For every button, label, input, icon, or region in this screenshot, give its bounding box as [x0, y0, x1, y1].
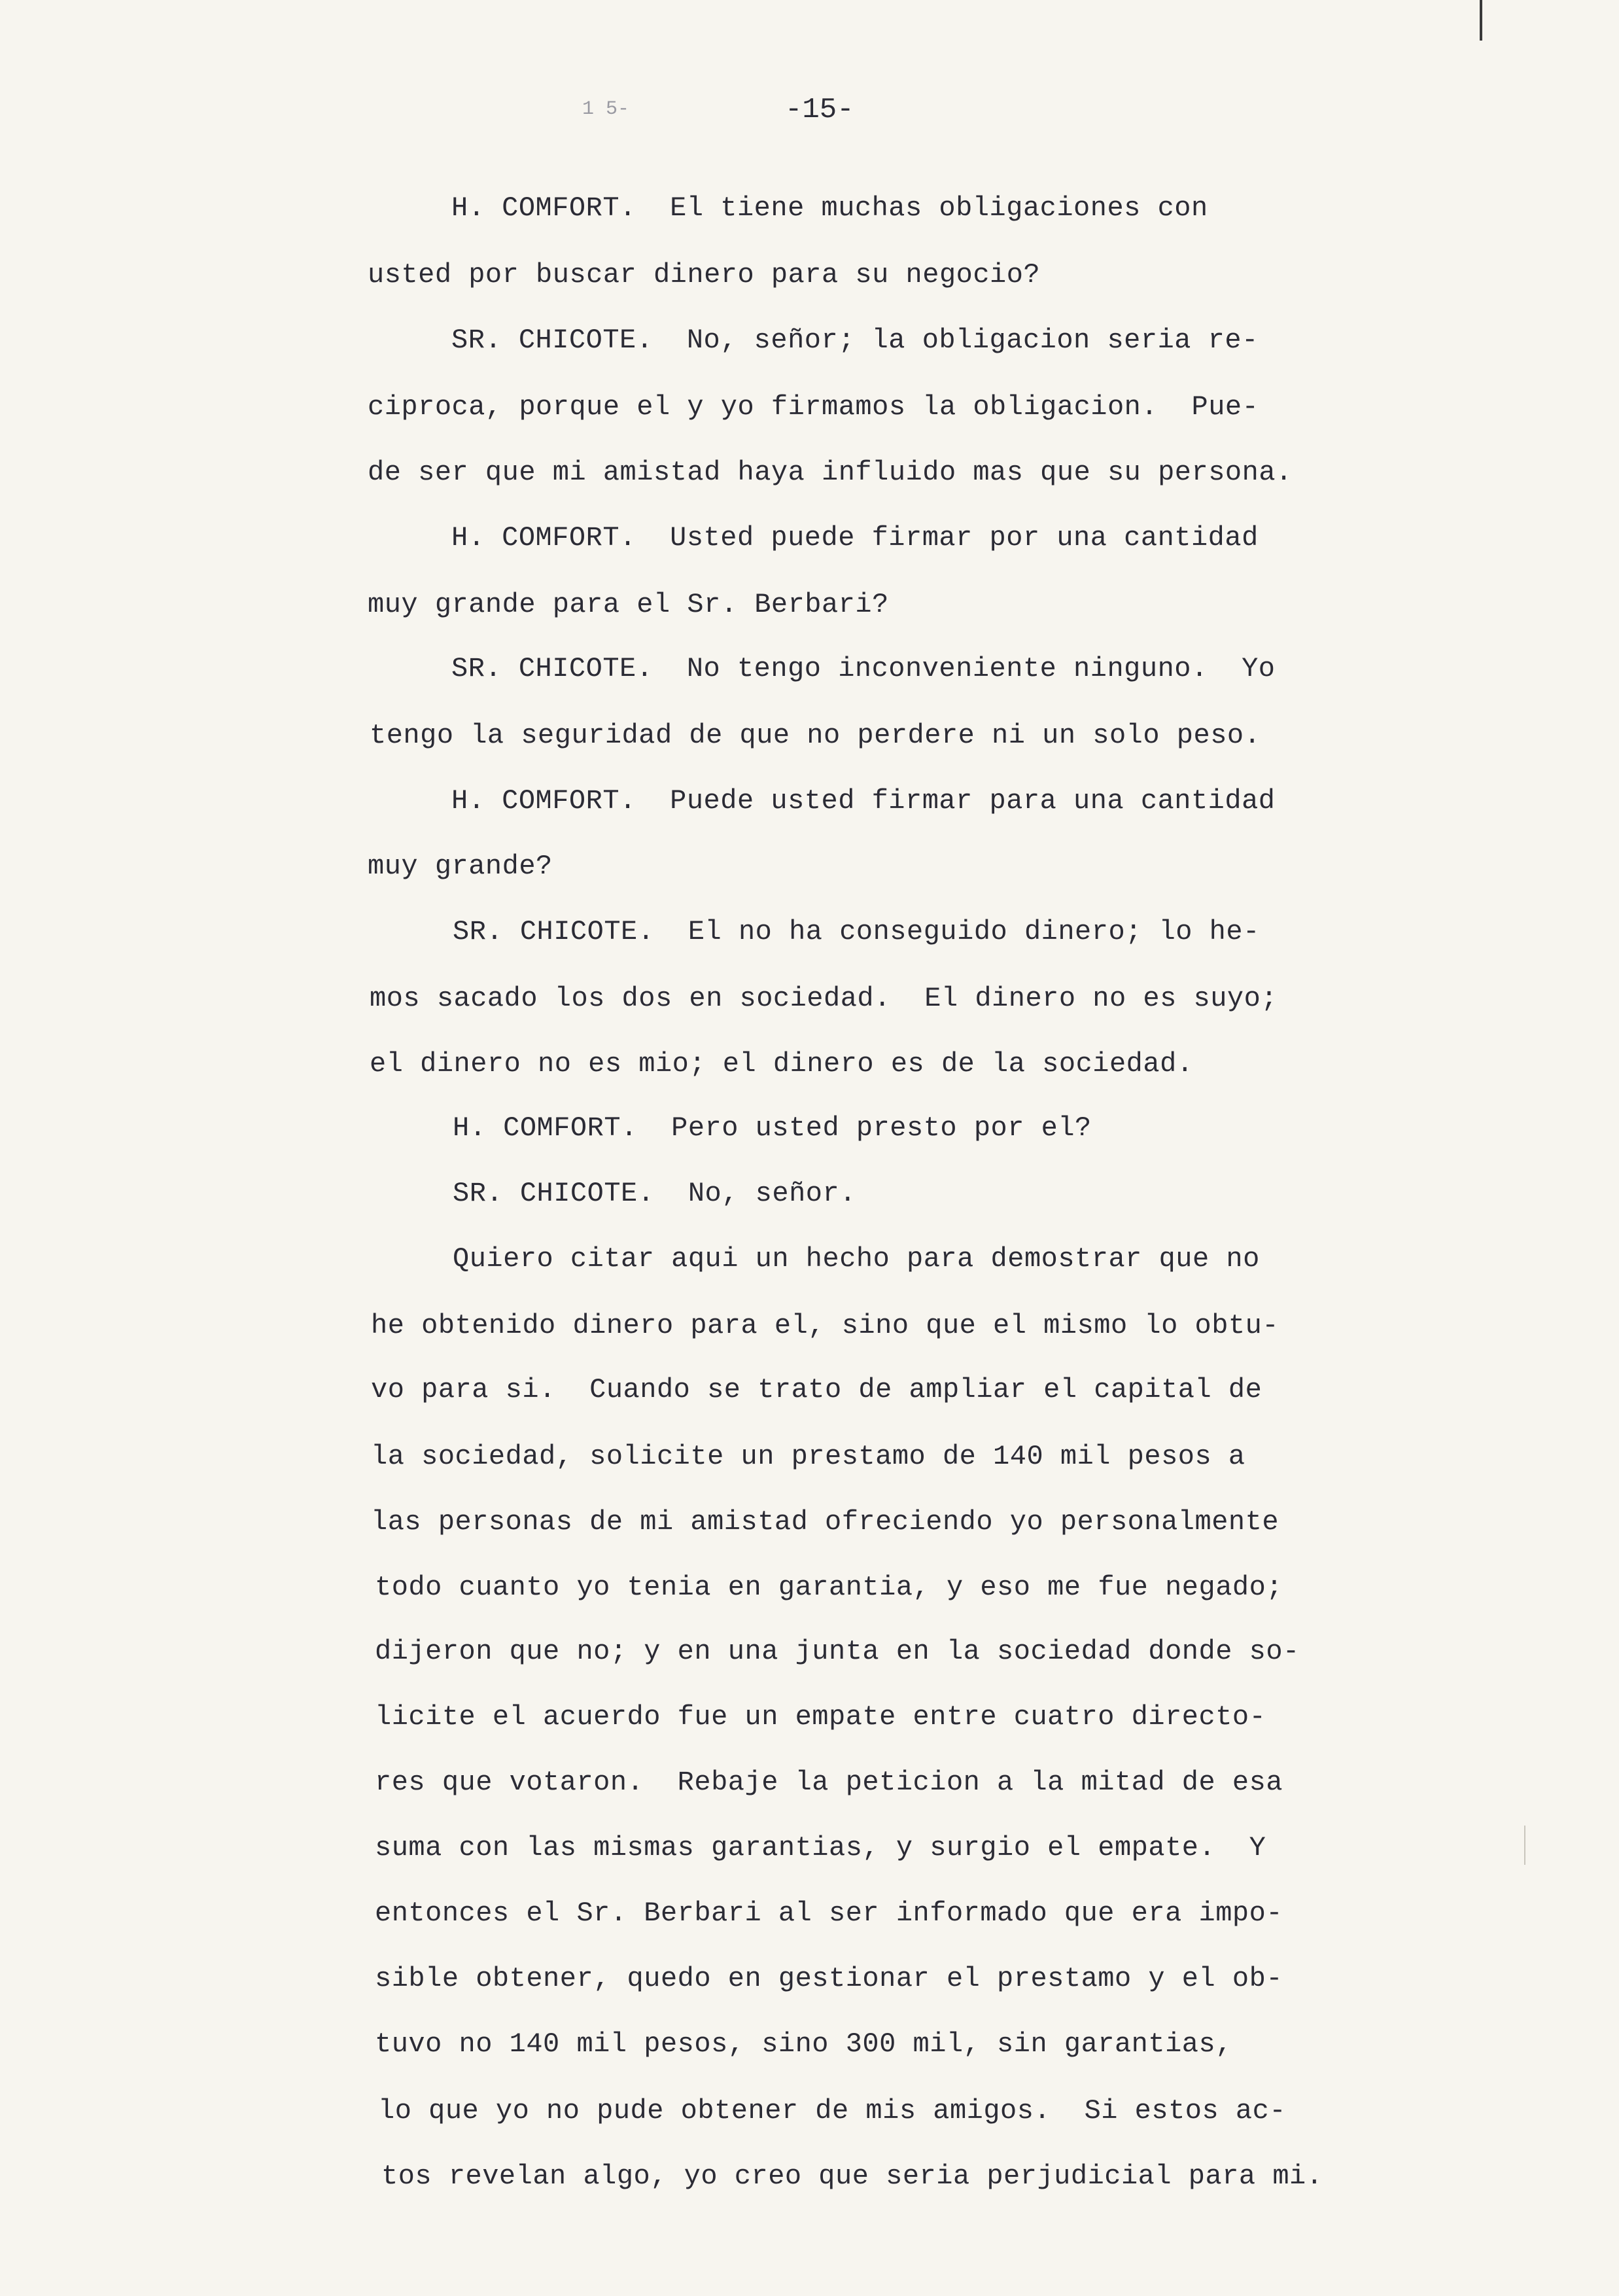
- text-line: H. COMFORT. Puede usted firmar para una cantidad: [451, 785, 1276, 817]
- text-line: entonces el Sr. Berbari al ser informado que era impo-: [375, 1898, 1283, 1929]
- text-line: res que votaron. Rebaje la peticion a la mitad de esa: [375, 1767, 1283, 1798]
- text-line: todo cuanto yo tenia en garantia, y eso me fue negado;: [375, 1572, 1283, 1603]
- text-line: ciproca, porque el y yo firmamos la obligacion. Pue-: [368, 391, 1259, 423]
- text-line: muy grande?: [368, 851, 553, 882]
- text-line: licite el acuerdo fue un empate entre cuatro directo-: [375, 1701, 1266, 1733]
- text-line: SR. CHICOTE. No, señor.: [453, 1178, 856, 1209]
- text-line: muy grande para el Sr. Berbari?: [368, 589, 889, 620]
- text-line: tos revelan algo, yo creo que seria perjudicial para mi.: [381, 2161, 1323, 2192]
- text-line: tengo la seguridad de que no perdere ni un solo peso.: [370, 720, 1261, 751]
- text-line: SR. CHICOTE. No, señor; la obligacion seria re-: [451, 325, 1259, 356]
- text-line: vo para si. Cuando se trato de ampliar el capital de: [371, 1374, 1262, 1405]
- text-line: lo que yo no pude obtener de mis amigos. Si estos ac-: [378, 2095, 1287, 2127]
- text-line: la sociedad, solicite un prestamo de 140 mil pesos a: [371, 1441, 1245, 1472]
- text-line: el dinero no es mio; el dinero es de la sociedad.: [370, 1048, 1194, 1080]
- text-line: de ser que mi amistad haya influido mas que su persona.: [368, 457, 1293, 488]
- text-line: usted por buscar dinero para su negocio?: [368, 259, 1041, 291]
- text-line: suma con las mismas garantias, y surgio el empate. Y: [375, 1832, 1266, 1863]
- text-line: mos sacado los dos en sociedad. El dinero no es suyo;: [370, 983, 1278, 1014]
- text-line: H. COMFORT. Usted puede firmar por una cantidad: [451, 522, 1259, 554]
- text-line: H. COMFORT. Pero usted presto por el?: [453, 1112, 1092, 1144]
- text-line: SR. CHICOTE. El no ha conseguido dinero; lo he-: [453, 916, 1260, 947]
- text-line: H. COMFORT. El tiene muchas obligaciones con: [451, 192, 1208, 224]
- text-line: he obtenido dinero para el, sino que el mismo lo obtu-: [371, 1310, 1280, 1341]
- text-line: sible obtener, quedo en gestionar el prestamo y el ob-: [375, 1963, 1283, 1994]
- stray-ink-mark: 1 5-: [582, 98, 630, 120]
- margin-mark: [1524, 1826, 1525, 1865]
- text-line: dijeron que no; y en una junta en la sociedad donde so-: [375, 1636, 1300, 1667]
- text-line: las personas de mi amistad ofreciendo yo personalmente: [371, 1506, 1280, 1538]
- text-line: Quiero citar aqui un hecho para demostrar que no: [453, 1243, 1260, 1275]
- edge-mark: [1480, 0, 1482, 41]
- text-line: tuvo no 140 mil pesos, sino 300 mil, sin garantias,: [375, 2028, 1232, 2060]
- page-number: -15-: [785, 94, 854, 126]
- text-line: SR. CHICOTE. No tengo inconveniente ninguno. Yo: [451, 653, 1276, 684]
